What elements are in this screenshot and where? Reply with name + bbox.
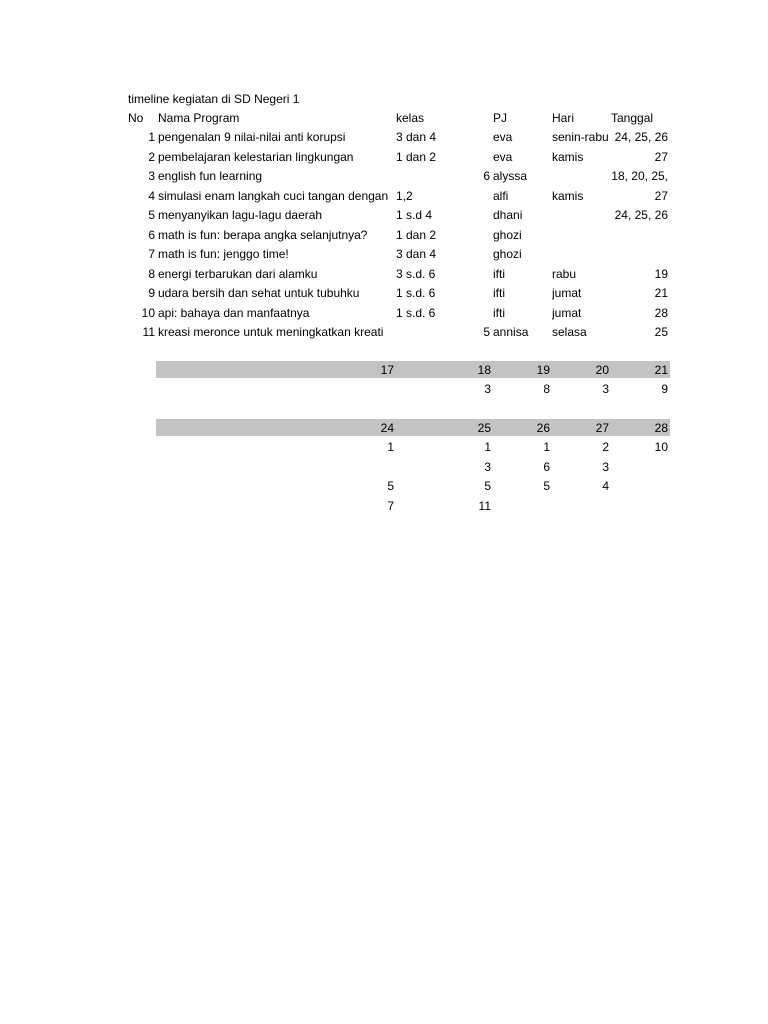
schedule-cell: 3 [484,459,491,474]
row-pj-number [460,266,490,282]
header-tanggal: Tanggal [611,111,654,125]
row-pj-number [460,227,490,243]
row-hari: senin-rabu [552,130,609,144]
sheet-title: timeline kegiatan di SD Negeri 1 [128,92,300,106]
row-pj-number: 5 [483,325,490,339]
schedule-cell: 1 [484,440,491,454]
row-kelas: 3 dan 4 [396,130,437,144]
date-header: 19 [536,363,550,377]
row-no: 2 [148,149,155,164]
date-header: 20 [595,363,609,377]
row-tanggal: 27 [654,149,668,164]
date-header: 17 [380,363,394,377]
row-pj-number [460,305,490,321]
row-program: menyanyikan lagu-lagu daerah [158,208,323,222]
row-no: 5 [148,208,155,222]
row-pj-number [460,149,490,165]
row-kelas: 1,2 [396,188,413,203]
date-header: 27 [595,421,609,435]
row-pj-number [460,246,490,262]
schedule-cell: 1 [387,440,394,454]
header-kelas: kelas [396,111,425,125]
row-pj: eva [493,149,513,164]
schedule-cell: 2 [602,440,609,454]
schedule-cell: 5 [387,479,394,493]
row-tanggal: 19 [654,266,668,281]
row-hari: jumat [552,286,582,300]
row-kelas: 3 s.d. 6 [396,266,436,281]
schedule-cell: 5 [484,479,491,493]
row-kelas: 1 s.d 4 [396,208,433,222]
schedule-cell: 7 [387,498,394,513]
schedule-cell: 1 [543,440,550,454]
row-pj: ghozi [493,247,522,261]
row-pj: ifti [493,266,505,281]
row-no: 6 [148,227,155,242]
row-pj: ifti [493,305,505,320]
row-no: 8 [148,266,155,281]
row-no: 10 [141,305,155,320]
header-hari: Hari [552,111,575,125]
row-pj: alyssa [493,169,528,183]
row-hari: rabu [552,266,577,281]
row-tanggal: 25 [654,325,668,339]
schedule-cell [500,498,550,514]
row-hari: kamis [552,188,584,203]
date-header: 21 [654,363,668,377]
row-pj: ifti [493,286,505,300]
date-header: 26 [536,421,550,435]
row-no: 4 [148,188,155,203]
row-pj-number [460,188,490,204]
row-pj-number [460,129,490,145]
schedule-cell: 5 [543,479,550,493]
row-tanggal: 24, 25, 26 [614,130,668,144]
schedule-cell: 3 [484,382,491,396]
header-no: No [128,111,144,125]
date-header: 18 [477,363,491,377]
schedule-cell: 8 [543,382,550,396]
schedule-cell [618,459,668,475]
schedule-cell: 9 [661,382,668,396]
row-no: 9 [148,286,155,300]
row-pj: annisa [493,325,529,339]
row-hari: kamis [552,149,584,164]
row-pj-number [460,207,490,223]
row-tanggal [600,246,668,262]
header-pj: PJ [493,111,508,125]
row-program: api: bahaya dan manfaatnya [158,305,310,320]
row-tanggal [600,227,668,243]
row-pj-number [460,285,490,301]
row-program: pengenalan 9 nilai-nilai anti korupsi [158,130,346,144]
date-header: 25 [477,421,491,435]
row-program: math is fun: jenggo time! [158,247,289,261]
schedule-cell: 11 [478,498,491,513]
row-hari: jumat [552,305,582,320]
row-hari: selasa [552,325,587,339]
row-no: 1 [148,130,155,144]
date-header: 28 [654,421,668,435]
header-program: Nama Program [158,111,240,125]
row-kelas: 1 dan 2 [396,149,437,164]
schedule-cell: 6 [543,459,550,474]
schedule-cell: 4 [602,479,609,493]
row-kelas: 1 dan 2 [396,227,437,242]
schedule-cell [344,459,394,475]
schedule-cell: 3 [602,459,609,474]
row-pj: dhani [493,208,523,222]
row-tanggal: 28 [654,305,668,320]
schedule-cell: 10 [654,440,668,454]
row-program: simulasi enam langkah cuci tangan dengan [158,188,389,203]
row-tanggal: 27 [654,188,668,203]
row-kelas: 3 dan 4 [396,247,437,261]
row-tanggal: 24, 25, 26 [614,208,668,222]
row-kelas: 1 s.d. 6 [396,286,436,300]
row-tanggal: 18, 20, 25, [611,169,668,183]
row-kelas: 1 s.d. 6 [396,305,436,320]
row-tanggal: 21 [654,286,668,300]
row-pj-number: 6 [483,169,490,183]
row-pj: ghozi [493,227,522,242]
row-pj: eva [493,130,513,144]
row-no: 3 [148,169,155,183]
row-program: udara bersih dan sehat untuk tubuhku [158,286,360,300]
row-no: 11 [142,325,155,339]
row-pj: alfi [493,188,509,203]
row-program: kreasi meronce untuk meningkatkan kreati [158,325,384,339]
row-no: 7 [148,247,155,261]
row-program: energi terbarukan dari alamku [158,266,318,281]
date-header: 24 [380,421,394,435]
schedule-cell [618,498,668,514]
row-program: pembelajaran kelestarian lingkungan [158,149,354,164]
row-program: math is fun: berapa angka selanjutnya? [158,227,368,242]
schedule-cell: 3 [602,382,609,396]
schedule-cell [559,498,609,514]
schedule-cell [618,478,668,494]
schedule-cell [344,381,394,397]
row-program: english fun learning [158,169,263,183]
